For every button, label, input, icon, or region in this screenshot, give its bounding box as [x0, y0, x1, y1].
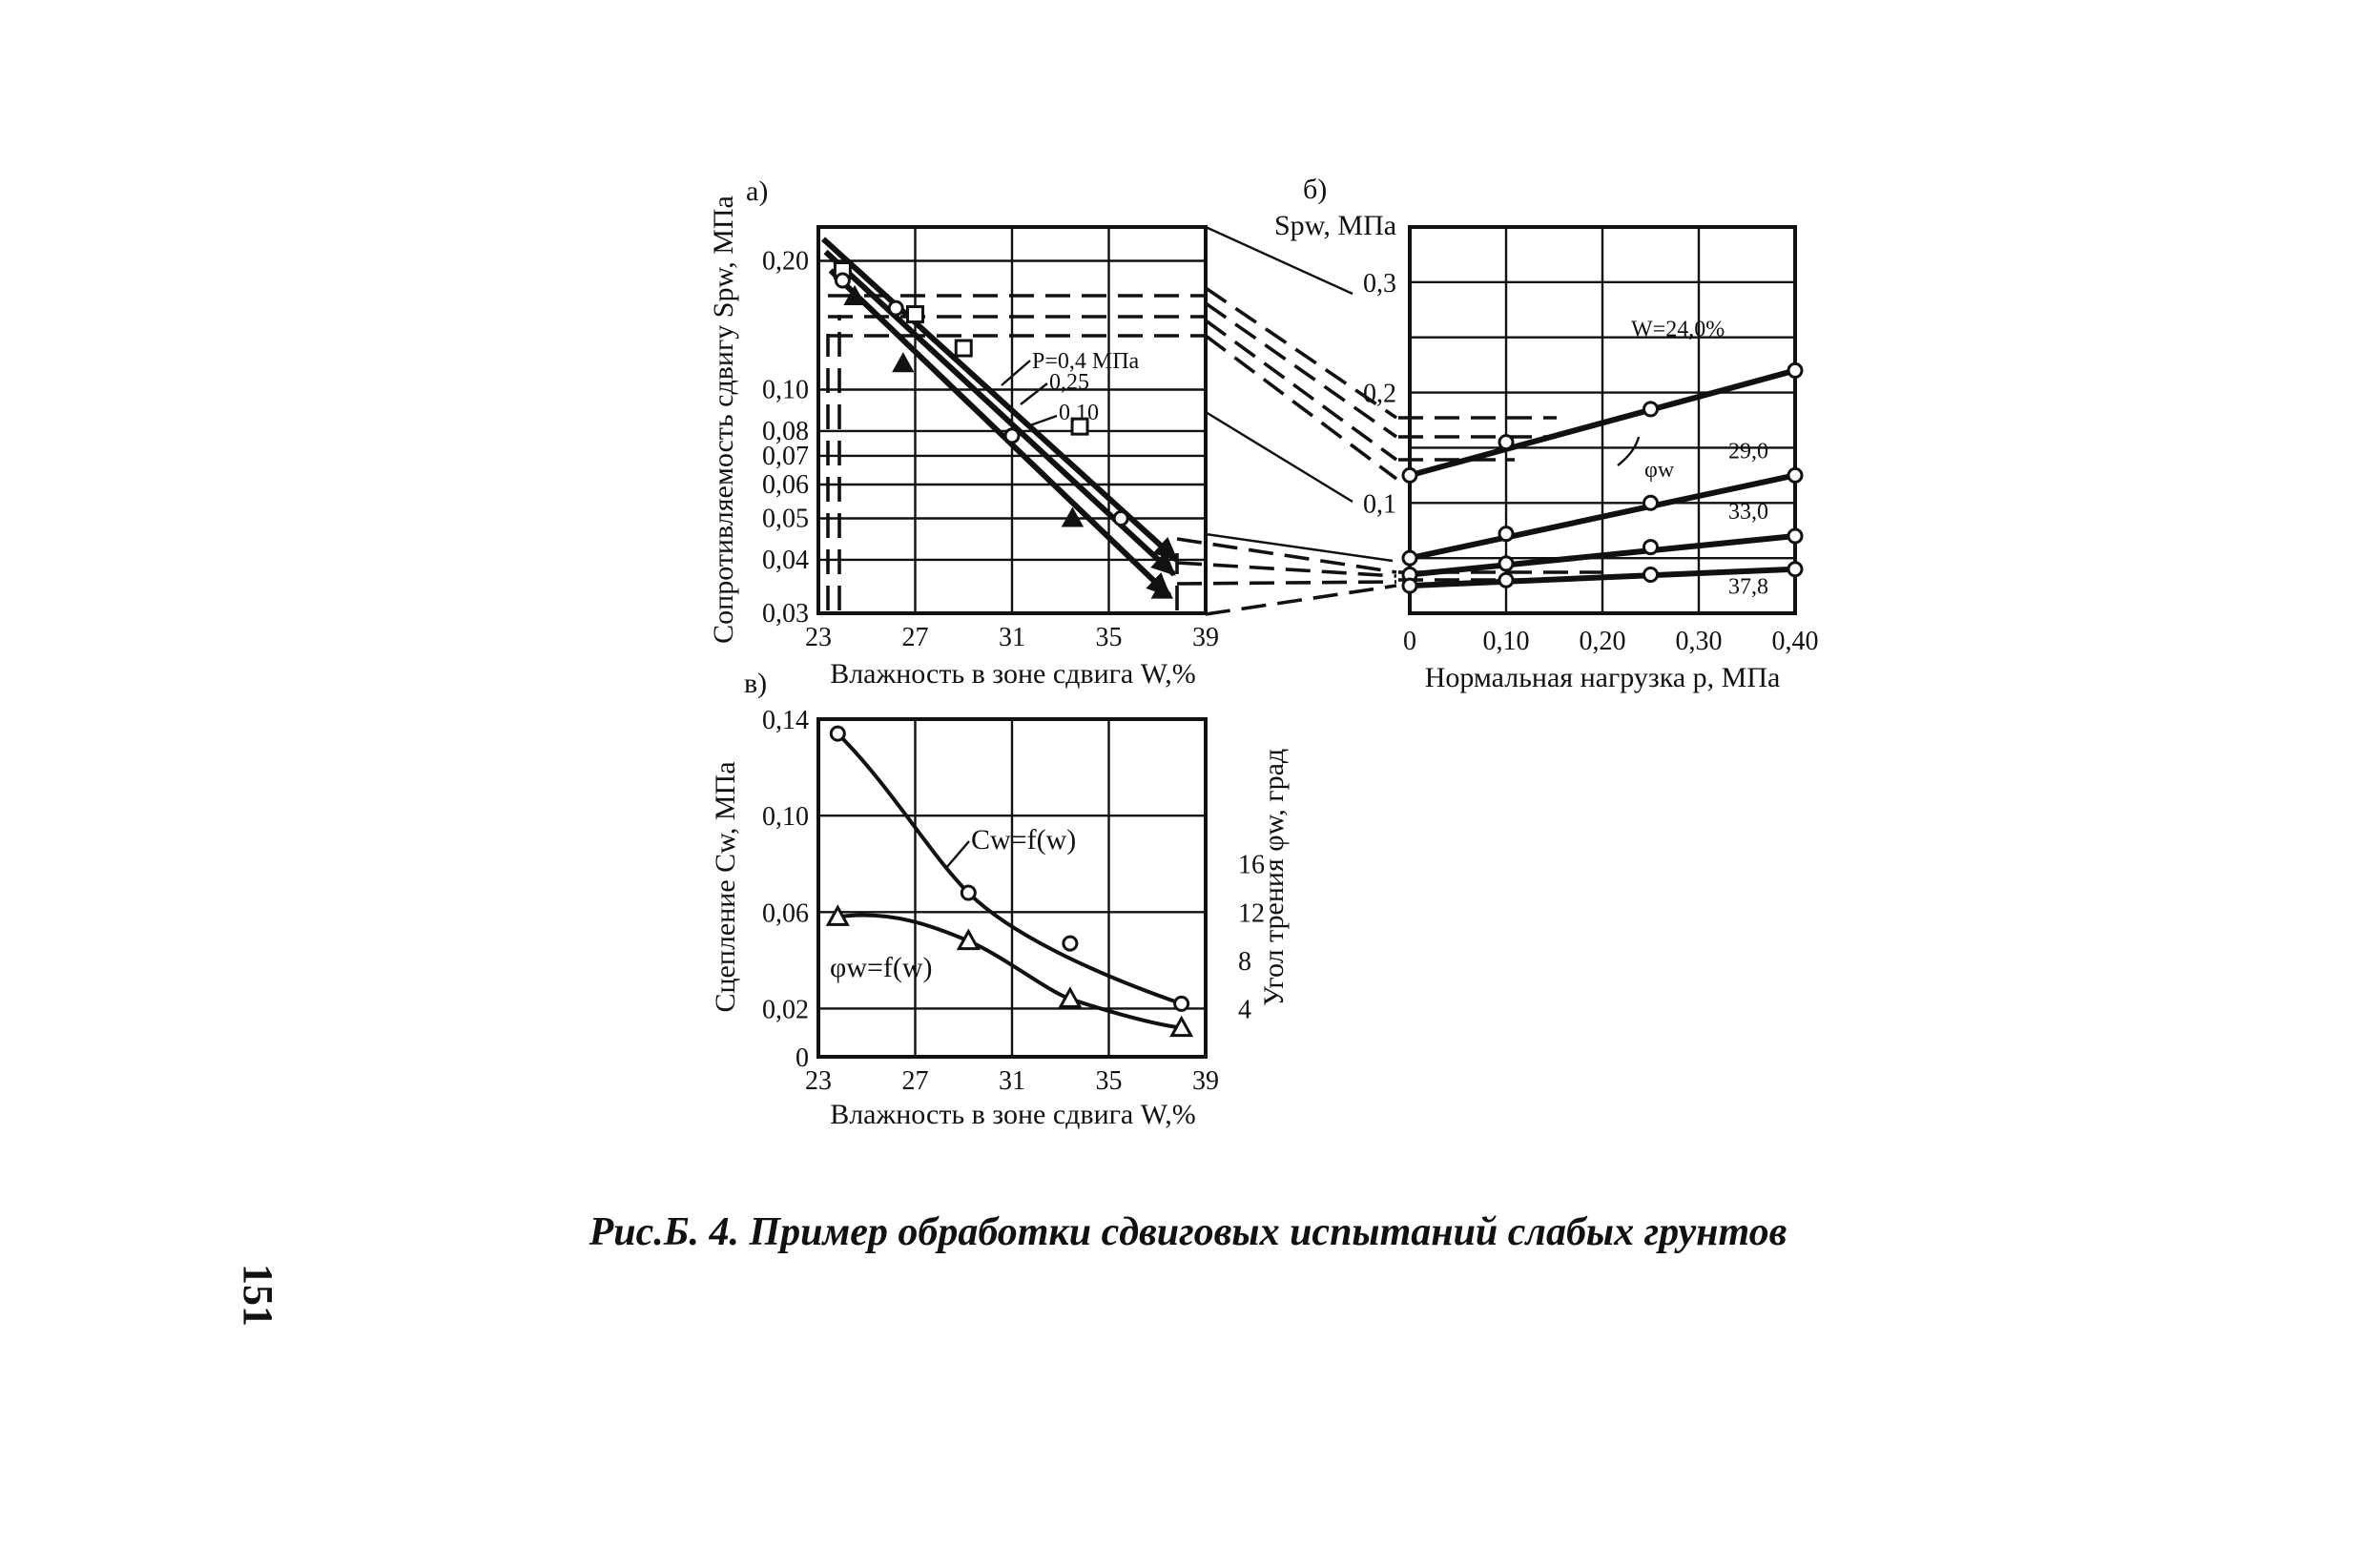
right-y-tick-label: 8 [1238, 946, 1251, 977]
data-point [1114, 512, 1127, 526]
chart-c-x-axis-label: Влажность в зоне сдвига W,% [830, 1099, 1196, 1130]
series-label: φw=f(w) [830, 952, 933, 983]
y-tick-label: 0,08 [762, 416, 809, 446]
friction-angle-arc [1618, 437, 1639, 465]
x-tick-label: 27 [901, 623, 929, 652]
data-point [894, 354, 913, 371]
data-point [956, 340, 971, 356]
chart-a [708, 175, 1219, 690]
chart-b-y-axis-label: Spw, МПа [1274, 210, 1397, 241]
y-tick-label: 0,03 [762, 599, 809, 629]
data-point [1005, 429, 1019, 443]
data-point [1644, 402, 1658, 416]
series-label-leader [946, 841, 969, 868]
friction-angle-label: φw [1644, 458, 1675, 483]
y-tick-label: 0 [795, 1043, 809, 1073]
data-point [1644, 568, 1658, 582]
series-label-leader [1021, 383, 1047, 404]
chart-a-x-ticks [805, 623, 1219, 652]
data-point [1788, 563, 1802, 576]
right-y-tick-label: 16 [1238, 850, 1265, 880]
chart-b [1274, 174, 1819, 693]
y-tick-label: 0,2 [1363, 379, 1396, 409]
figure-caption: Рис.Б. 4. Пример обработки сдвиговых испытаний слабых грунтов [589, 1210, 1787, 1254]
chart-a-dashed-guides [828, 296, 1204, 610]
data-point [961, 886, 975, 899]
chart-c-y-axis-label: Сцепление Cw, МПа [710, 761, 741, 1013]
panel-c-label: в) [744, 668, 768, 699]
series-label: P=0,4 МПа [1032, 349, 1140, 374]
chart-b-x-axis-label: Нормальная нагрузка р, МПа [1424, 662, 1781, 693]
x-tick-label: 39 [1192, 623, 1219, 652]
chart-a-x-axis-label: Влажность в зоне сдвига W,% [830, 658, 1196, 690]
x-tick-label: 35 [1095, 623, 1123, 652]
dashed-connector [1206, 586, 1396, 614]
right-y-tick-label: 4 [1238, 995, 1251, 1025]
y-tick-label: 0,10 [762, 802, 809, 833]
y-tick-label: 0,02 [762, 995, 809, 1025]
data-point [1788, 468, 1802, 482]
x-tick-label: 0 [1403, 627, 1416, 656]
dashed-connector [1206, 303, 1396, 437]
x-tick-label: 35 [1095, 1066, 1123, 1096]
y-tick-label: 0,06 [762, 470, 809, 500]
data-point [1788, 363, 1802, 377]
data-point [1788, 529, 1802, 543]
y-tick-label: 0,20 [762, 246, 809, 277]
chart-b-y-ticks [1363, 269, 1396, 519]
data-point [1644, 496, 1658, 509]
chart-a-y-ticks [762, 247, 809, 629]
dashed-connector [1177, 582, 1396, 584]
y-tick-label: 0,1 [1363, 489, 1396, 520]
chart-a-y-axis-label: Сопротивляемость сдвигу Spw, МПа [708, 196, 739, 644]
series-label: 37,8 [1728, 574, 1768, 600]
data-point [1403, 579, 1416, 592]
data-point [1064, 937, 1077, 950]
data-point [1644, 541, 1658, 554]
page-number [237, 1261, 279, 1330]
series-label: 29,0 [1728, 439, 1768, 464]
series-label: 33,0 [1728, 500, 1768, 525]
x-tick-label: 39 [1192, 1066, 1219, 1096]
x-tick-label: 0,30 [1675, 627, 1723, 656]
chart-c-curves [837, 733, 1181, 1027]
data-point [1403, 468, 1416, 482]
chart-a-series-labels [1002, 349, 1140, 425]
connector-line [1206, 412, 1353, 502]
fit-line [831, 270, 1169, 595]
chart-c-right-y-axis-label: Угол трения φw, град [1258, 748, 1290, 1007]
series-label: 0,10 [1059, 401, 1099, 425]
chart-a-fit-lines [823, 239, 1176, 596]
y-tick-label: 0,06 [762, 898, 809, 929]
data-point [836, 274, 849, 287]
data-point [1499, 573, 1513, 587]
data-point [889, 301, 902, 315]
panel-a-label: а) [746, 175, 769, 207]
chart-c-x-ticks [805, 1066, 1219, 1096]
y-tick-label: 0,3 [1363, 268, 1396, 299]
x-tick-label: 31 [999, 623, 1025, 652]
chart-c-grid [818, 719, 1206, 1057]
data-point [908, 307, 923, 322]
series-label-leader [1030, 416, 1057, 425]
x-tick-label: 27 [901, 1066, 929, 1096]
chart-c-series-labels [830, 824, 1076, 983]
x-tick-label: 0,40 [1771, 627, 1819, 656]
series-label-leader [1002, 361, 1030, 385]
data-point [831, 727, 844, 740]
data-point [1499, 527, 1513, 541]
y-tick-label: 0,05 [762, 504, 809, 534]
page-number-text: 151 [235, 1264, 281, 1327]
data-point [1175, 997, 1188, 1010]
series-label: 0,25 [1049, 370, 1089, 395]
dashed-connector [1177, 563, 1396, 576]
y-tick-label: 0,04 [762, 545, 809, 575]
right-y-tick-label: 12 [1238, 898, 1265, 929]
series-label: Cw=f(w) [971, 824, 1077, 856]
x-tick-label: 23 [805, 1066, 832, 1096]
chart-c [710, 668, 1290, 1130]
x-tick-label: 23 [805, 623, 832, 652]
chart-b-x-ticks [1403, 627, 1819, 656]
y-tick-label: 0,07 [762, 441, 809, 471]
x-tick-label: 0,20 [1579, 627, 1626, 656]
data-point [1499, 557, 1513, 570]
data-point [1403, 551, 1416, 565]
series-label: W=24,0% [1631, 317, 1725, 342]
x-tick-label: 31 [999, 1066, 1025, 1096]
chart-c-y-ticks [762, 706, 809, 1073]
data-point [1499, 436, 1513, 449]
y-tick-label: 0,10 [762, 375, 809, 405]
y-tick-label: 0,14 [762, 706, 809, 735]
panel-b-label: б) [1303, 174, 1328, 205]
x-tick-label: 0,10 [1482, 627, 1530, 656]
